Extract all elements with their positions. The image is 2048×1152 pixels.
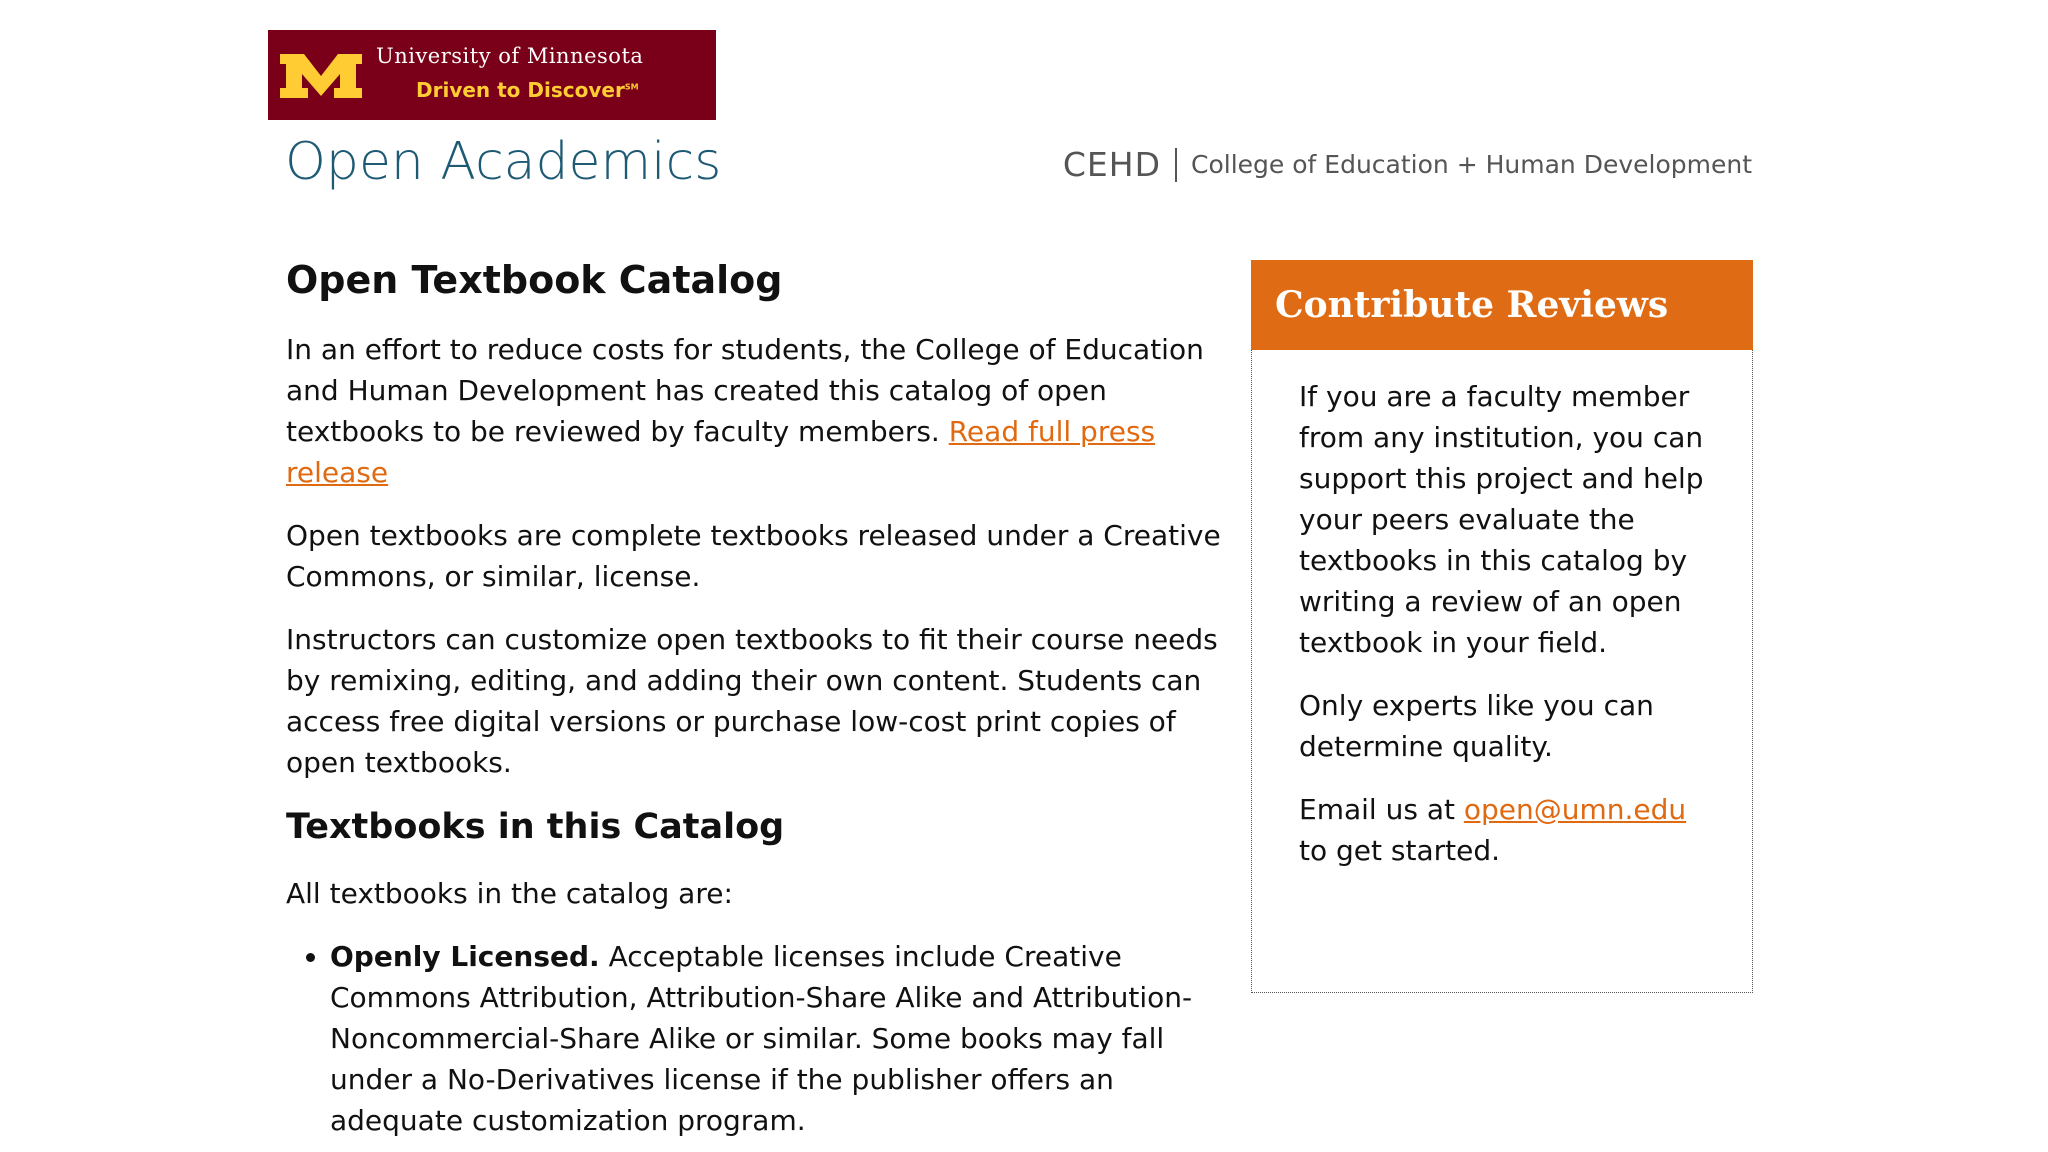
email-prefix: Email us at bbox=[1299, 793, 1455, 826]
college-abbr: CEHD bbox=[1062, 145, 1162, 184]
criteria-title: Openly Licensed. bbox=[330, 939, 600, 973]
main-content bbox=[286, 256, 1236, 1141]
catalog-subheading: Textbooks in this Catalog bbox=[286, 807, 785, 848]
customize-paragraph: Instructors can customize open textbooks to fit their course needs by remixing, editing, and adding their own content. Students can access free digital versions or purchase low-cost print copies of open textbooks. bbox=[286, 623, 1218, 780]
university-name: University of Minnesota bbox=[376, 44, 644, 68]
criteria-list bbox=[286, 936, 1236, 1141]
criteria-intro: All textbooks in the catalog are: bbox=[286, 876, 733, 910]
criteria-text: Acceptable licenses include Creative Commons Attribution, Attribution-Share Alike and Attribution-Noncommercial-Share Alike or similar. Some books may fall under a No-Derivatives license if the publisher offers an adequate customization program. bbox=[330, 939, 1193, 1137]
university-logo[interactable] bbox=[268, 30, 716, 120]
definition-paragraph: Open textbooks are complete textbooks released under a Creative Commons, or similar, license. bbox=[286, 519, 1221, 594]
contribute-reviews-box bbox=[1251, 260, 1753, 993]
college-wordmark[interactable] bbox=[1063, 145, 1752, 184]
college-full-name: College of Education + Human Development bbox=[1191, 150, 1752, 179]
sidebar-header bbox=[1251, 260, 1753, 350]
university-tagline: Driven to Discover℠ bbox=[416, 78, 639, 102]
sidebar-body bbox=[1252, 350, 1752, 871]
site-title[interactable]: Open Academics bbox=[285, 132, 722, 192]
intro-paragraph bbox=[286, 329, 1236, 493]
wordmark-divider bbox=[1175, 148, 1177, 182]
faculty-paragraph: If you are a faculty member from any institution, you can support this project and help your peers evaluate the textbooks in this catalog by writing a review of an open textbook in your field. bbox=[1299, 380, 1704, 659]
block-m-icon bbox=[278, 50, 364, 100]
email-suffix: to get started. bbox=[1299, 834, 1501, 867]
page-heading: Open Textbook Catalog bbox=[286, 258, 783, 302]
list-item bbox=[330, 936, 1236, 1141]
email-paragraph bbox=[1299, 789, 1722, 871]
press-release-link[interactable]: Read full press release bbox=[286, 415, 1156, 490]
quality-paragraph: Only experts like you can determine quality. bbox=[1299, 689, 1654, 763]
email-link[interactable]: open@umn.edu bbox=[1463, 793, 1687, 826]
intro-text: In an effort to reduce costs for students, the College of Education and Human Development has created this catalog of open textbooks to be reviewed by faculty members. bbox=[286, 333, 1204, 449]
sidebar-title: Contribute Reviews bbox=[1275, 284, 1669, 326]
